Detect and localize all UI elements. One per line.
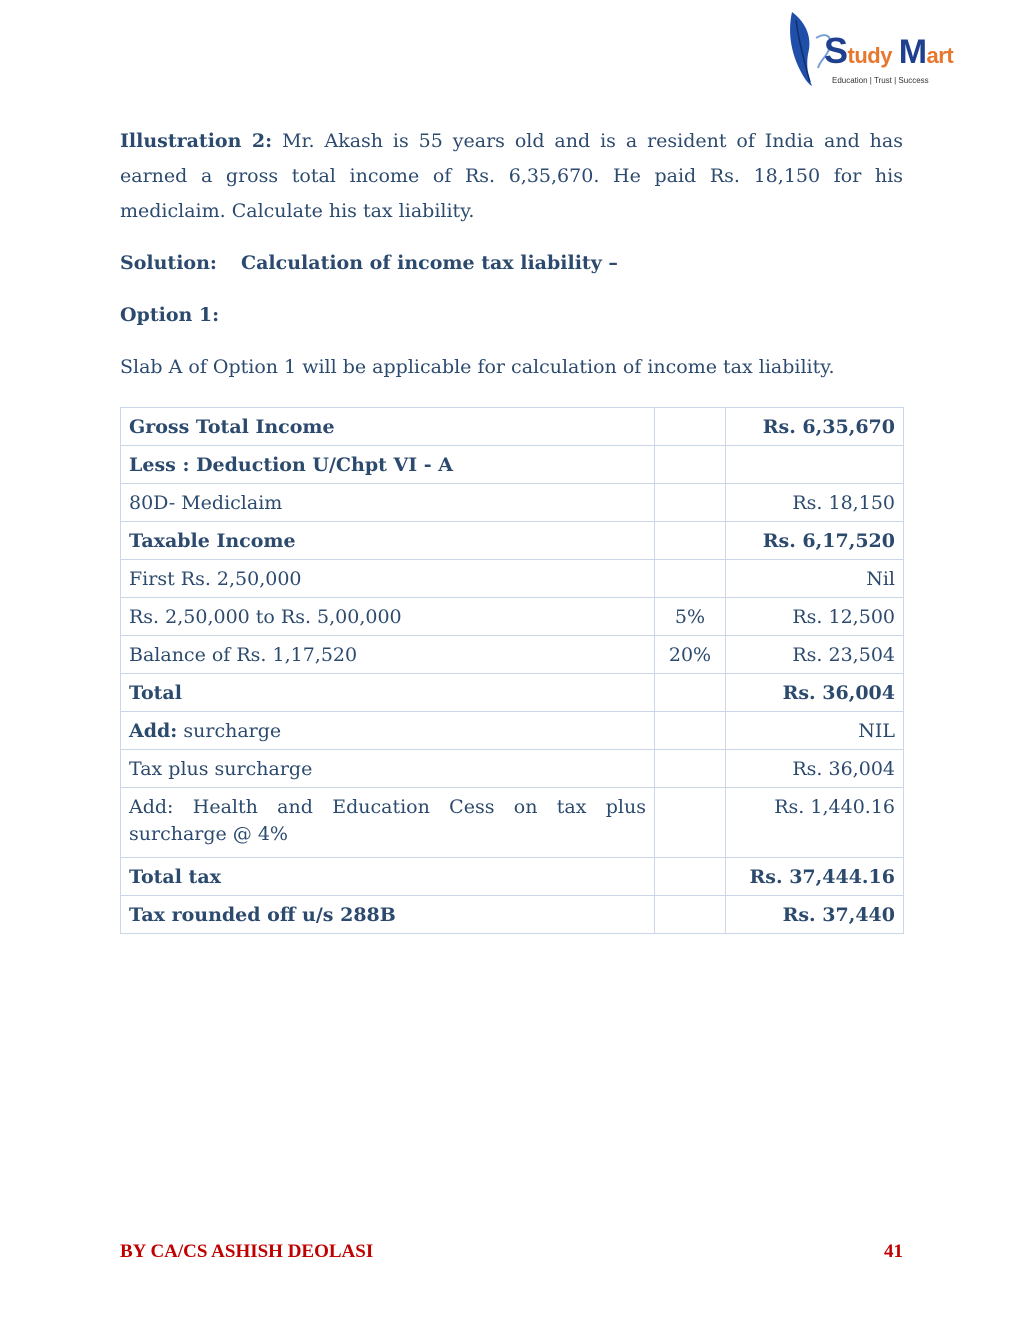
row-rate bbox=[655, 712, 726, 750]
logo-tagline: Education | Trust | Success bbox=[832, 76, 929, 85]
table-row bbox=[121, 896, 904, 934]
row-amount: Rs. 18,150 bbox=[726, 484, 904, 522]
row-rate bbox=[655, 560, 726, 598]
solution-heading: Calculation of income tax liability – bbox=[241, 252, 618, 274]
row-label: Taxable Income bbox=[121, 522, 655, 560]
row-label: Balance of Rs. 1,17,520 bbox=[121, 636, 655, 674]
row-rate bbox=[655, 522, 726, 560]
illustration-text: Mr. Akash is 55 years old and is a resident of India and has earned a gross total income of Rs. 6,35,670. He paid Rs. 18,150 for his mediclaim. Calculate his tax liability. bbox=[120, 130, 903, 222]
table-row bbox=[121, 446, 904, 484]
row-label: Tax rounded off u/s 288B bbox=[121, 896, 655, 934]
row-amount: Rs. 37,444.16 bbox=[726, 858, 904, 896]
row-rate bbox=[655, 788, 726, 858]
table-row bbox=[121, 408, 904, 446]
illustration-label: Illustration 2: bbox=[120, 130, 273, 152]
row-label-text: surcharge bbox=[177, 719, 282, 742]
row-label: 80D- Mediclaim bbox=[121, 484, 655, 522]
row-amount: Rs. 23,504 bbox=[726, 636, 904, 674]
row-label: First Rs. 2,50,000 bbox=[121, 560, 655, 598]
illustration-paragraph bbox=[120, 124, 903, 229]
table-row bbox=[121, 712, 904, 750]
add-prefix: Add: bbox=[129, 719, 178, 742]
table-row bbox=[121, 484, 904, 522]
option-label: Option 1: bbox=[120, 304, 220, 326]
solution-label: Solution: bbox=[120, 252, 217, 274]
row-rate: 20% bbox=[655, 636, 726, 674]
row-rate bbox=[655, 750, 726, 788]
row-label: Total bbox=[121, 674, 655, 712]
table-row bbox=[121, 522, 904, 560]
footer-author: BY CA/CS ASHISH DEOLASI bbox=[120, 1241, 374, 1262]
table-row bbox=[121, 636, 904, 674]
table-row bbox=[121, 674, 904, 712]
row-label: Rs. 2,50,000 to Rs. 5,00,000 bbox=[121, 598, 655, 636]
row-rate bbox=[655, 674, 726, 712]
row-amount: NIL bbox=[726, 712, 904, 750]
table-row bbox=[121, 598, 904, 636]
row-label: Add: Health and Education Cess on tax plus surcharge @ 4% bbox=[121, 788, 655, 858]
row-rate bbox=[655, 858, 726, 896]
row-label: Total tax bbox=[121, 858, 655, 896]
row-amount bbox=[726, 446, 904, 484]
row-rate: 5% bbox=[655, 598, 726, 636]
table-row bbox=[121, 788, 904, 858]
row-amount: Rs. 37,440 bbox=[726, 896, 904, 934]
row-amount: Rs. 1,440.16 bbox=[726, 788, 904, 858]
row-label: Less : Deduction U/Chpt VI - A bbox=[121, 446, 655, 484]
row-amount: Rs. 36,004 bbox=[726, 674, 904, 712]
row-label: Gross Total Income bbox=[121, 408, 655, 446]
page-number: 41 bbox=[884, 1241, 903, 1262]
row-rate bbox=[655, 896, 726, 934]
row-amount: Nil bbox=[726, 560, 904, 598]
table-row bbox=[121, 560, 904, 598]
row-amount: Rs. 12,500 bbox=[726, 598, 904, 636]
row-amount: Rs. 6,17,520 bbox=[726, 522, 904, 560]
table-row bbox=[121, 858, 904, 896]
study-mart-logo bbox=[786, 10, 966, 90]
tax-calculation-table bbox=[120, 407, 904, 934]
table-row bbox=[121, 750, 904, 788]
row-rate bbox=[655, 446, 726, 484]
row-amount: Rs. 36,004 bbox=[726, 750, 904, 788]
row-label bbox=[121, 712, 655, 750]
row-amount: Rs. 6,35,670 bbox=[726, 408, 904, 446]
option-note: Slab A of Option 1 will be applicable for calculation of income tax liability. bbox=[120, 356, 835, 378]
row-rate bbox=[655, 484, 726, 522]
row-label: Tax plus surcharge bbox=[121, 750, 655, 788]
row-rate bbox=[655, 408, 726, 446]
logo-brand-text: Study Mart bbox=[824, 30, 954, 71]
